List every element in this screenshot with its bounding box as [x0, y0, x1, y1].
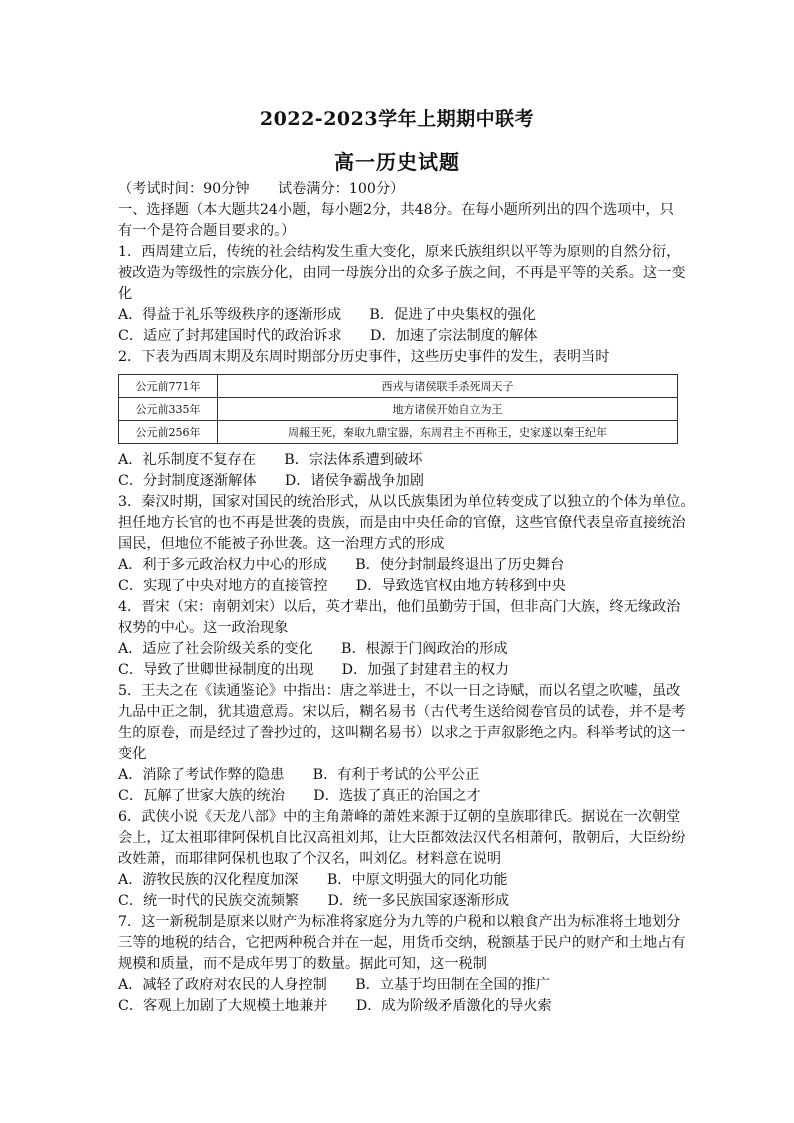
options-cd: C．分封制度逐渐解体 D．诸侯争霸战争加剧 [118, 473, 424, 489]
question-stem: 3．秦汉时期，国家对国民的统治形式，从以氏族集团为单位转变成了以独立的个体为单位。 [118, 494, 695, 510]
options-cd: C．适应了封邦建国时代的政治诉求 D．加速了宗法制度的解体 [118, 328, 538, 344]
exam-title: 2022-2023学年上期期中联考 [259, 108, 535, 130]
question-2 [118, 347, 678, 492]
section-heading-line1: 一、选择题（本大题共24小题，每小题2分，共48分。在每小题所列出的四个选项中，只 [118, 202, 674, 218]
question-stem: 国民，但地位不能被子孙世袭。这一治理方式的形成 [118, 536, 445, 552]
question-stem: 改姓萧，而耶律阿保机也取了个汉名，叫刘亿。材料意在说明 [118, 851, 502, 867]
table-row [119, 375, 678, 398]
question-stem: 4．晋宋（宋：南朝刘宋）以后，英才辈出，他们虽勤劳于国，但非高门大族，终无缘政治 [118, 599, 681, 615]
options-ab: A．适应了社会阶级关系的变化 B．根源于门阀政治的形成 [118, 641, 508, 657]
question-stem: 会上，辽太祖耶律阿保机自比汉高祖刘邦，让大臣都效法汉代名相萧何，散朝后，大臣纷纷 [118, 830, 686, 846]
question-stem: 被改造为等级性的宗族分化，由同一母族分出的众多子族之间，不再是平等的关系。这一变 [118, 265, 686, 281]
question-stem: 6．武侠小说《天龙八部》中的主角萧峰的萧姓来源于辽朝的皇族耶律氏。据说在一次朝堂 [118, 809, 681, 825]
question-4 [118, 597, 681, 681]
options-ab: A．得益于礼乐等级秩序的逐渐形成 B．促进了中央集权的强化 [118, 307, 536, 323]
question-stem: 生的原卷，而是经过了誊抄过的，这叫糊名易书）以求之于声叙影绝之内。科举考试的这一 [118, 725, 686, 741]
options-cd: C．实现了中央对地方的直接管控 D．导致选官权由地方转移到中央 [118, 578, 566, 594]
events-table [118, 374, 678, 444]
table-cell-date: 公元前771年 [119, 375, 218, 398]
table-cell-event: 西戎与诸侯联手杀死周天子 [218, 375, 678, 398]
table-row [119, 398, 678, 421]
question-stem: 九品中正之制，犹其遗意焉。宋以后，糊名易书（古代考生送给阅卷官员的试卷，并不是考 [118, 704, 686, 720]
question-stem: 权势的中心。这一政治现象 [118, 620, 289, 636]
table-cell-event: 周赧王死，秦取九鼎宝器，东周君主不再称王，史家遂以秦王纪年 [218, 421, 678, 444]
options-ab: A．利于多元政治权力中心的形成 B．使分封制最终退出了历史舞台 [118, 557, 565, 573]
options-cd: C．导致了世卿世禄制度的出现 D．加强了封建君主的权力 [118, 662, 510, 678]
options-ab: A．减轻了政府对农民的人身控制 B．立基于均田制在全国的推广 [118, 977, 551, 993]
question-stem: 担任地方长官的也不再是世袭的贵族，而是由中央任命的官僚，这些官僚代表皇帝直接统治 [118, 515, 686, 531]
table-cell-date: 公元前256年 [119, 421, 218, 444]
table-row [119, 421, 678, 444]
options-cd: C．统一时代的民族交流频繁 D．统一多民族国家逐渐形成 [118, 893, 510, 909]
question-stem: 化 [118, 286, 133, 302]
exam-subtitle: 高一历史试题 [334, 150, 460, 174]
section-heading-line2: 有一个是符合题目要求的。） [118, 223, 296, 239]
options-ab: A．消除了考试作弊的隐患 B．有利于考试的公平公正 [118, 767, 480, 783]
question-stem: 2．下表为西周末期及东周时期部分历史事件，这些历史事件的发生，表明当时 [118, 349, 610, 365]
options-cd: C．瓦解了世家大族的统治 D．选拔了真正的治国之才 [118, 788, 481, 804]
question-6 [118, 807, 686, 912]
question-3 [118, 492, 695, 597]
options-ab: A．礼乐制度不复存在 B．宗法体系遭到破坏 [118, 452, 423, 468]
options-ab: A．游牧民族的汉化程度加深 B．中原文明强大的同化功能 [118, 872, 508, 888]
options-cd: C．客观上加剧了大规模土地兼并 D．成为阶级矛盾激化的导火索 [118, 998, 552, 1014]
question-stem: 规模和质量，而不是成年男丁的数量。据此可知，这一税制 [118, 956, 487, 972]
question-7 [118, 912, 686, 1017]
question-5 [118, 681, 686, 807]
exam-info: （考试时间：90分钟 试卷满分：100分） [118, 181, 405, 197]
exam-body [118, 179, 695, 1017]
table-cell-event: 地方诸侯开始自立为王 [218, 398, 678, 421]
question-stem: 5．王夫之在《读通鉴论》中指出：唐之举进士，不以一日之诗赋，而以名望之吹嘘，虽改 [118, 683, 681, 699]
question-stem: 变化 [118, 746, 147, 762]
question-stem: 1．西周建立后，传统的社会结构发生重大变化，原来氏族组织以平等为原则的自然分衍， [118, 244, 681, 260]
question-stem: 三等的地税的结合，它把两种税合并在一起，用货币交纳，税额基于民户的财产和土地占有 [118, 935, 686, 951]
table-cell-date: 公元前335年 [119, 398, 218, 421]
question-1 [118, 242, 686, 347]
question-stem: 7．这一新税制是原来以财产为标准将家庭分为九等的户税和以粮食产出为标准将土地划分 [118, 914, 681, 930]
